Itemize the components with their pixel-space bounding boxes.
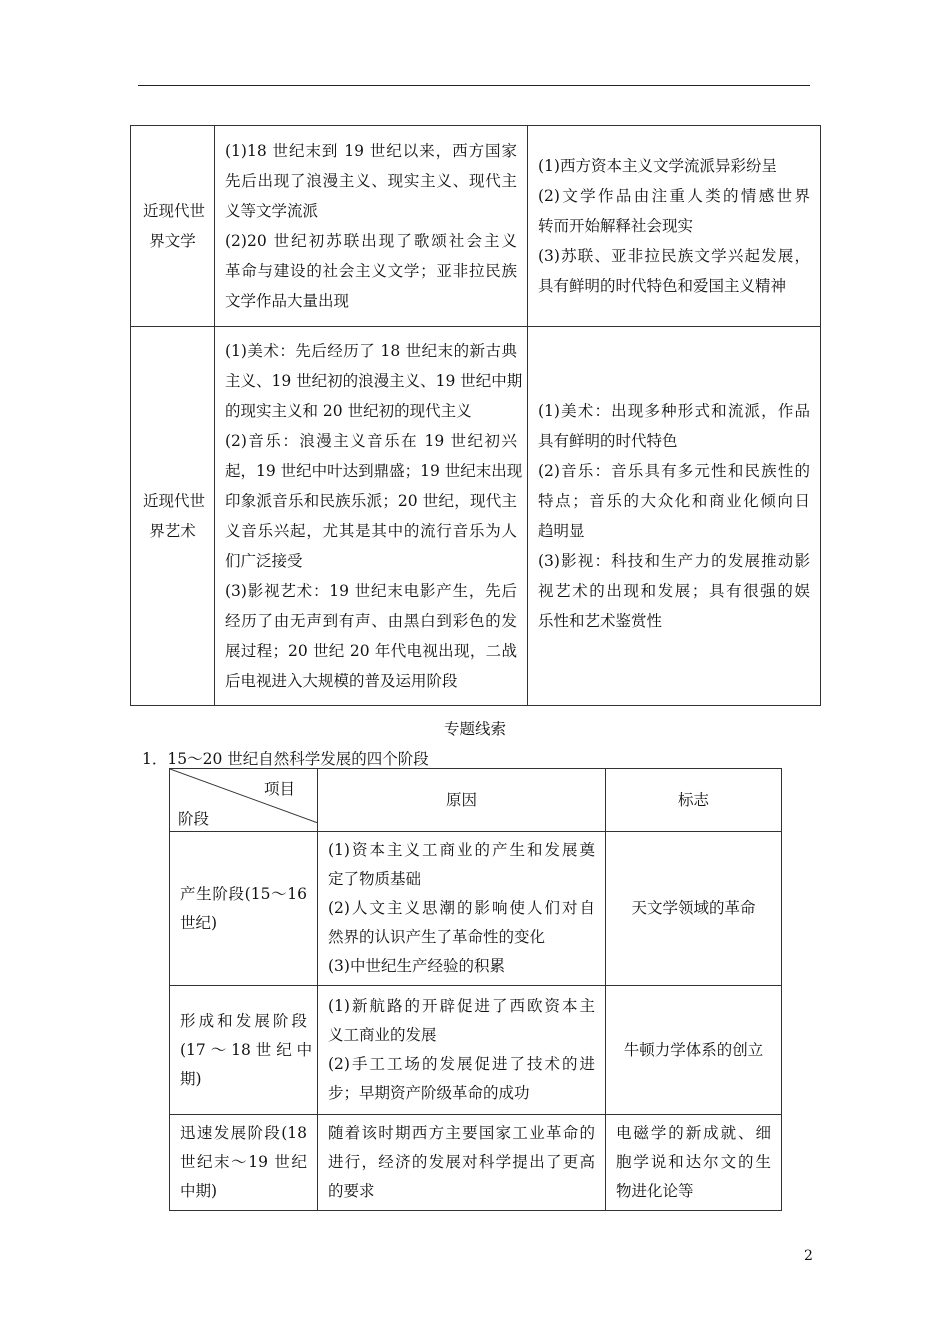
- text-line: 视艺术的出现和发展；具有很强的娱: [538, 582, 810, 600]
- text-line: (2)音乐：浪漫主义音乐在 19 世纪初兴: [225, 432, 517, 450]
- text-line: 具有鲜明的时代特色和爱国主义精神: [538, 277, 787, 295]
- table-row-literature: [131, 126, 821, 327]
- diagonal-header-cell: [170, 769, 318, 832]
- text-line: (2)20 世纪初苏联出现了歌颂社会主义: [225, 232, 517, 250]
- text-line: 物进化论等: [616, 1182, 694, 1200]
- stage-cause: [318, 986, 606, 1115]
- text-line: 期): [180, 1069, 202, 1088]
- text-line: 进行，经济的发展对科学提出了更高: [328, 1153, 595, 1171]
- stage-cause: [318, 1115, 606, 1211]
- stage-sign: [606, 1115, 782, 1211]
- art-content: [215, 327, 528, 706]
- stage-name: [170, 1115, 318, 1211]
- text-line: (2)手工工场的发展促进了技术的进: [328, 1055, 595, 1073]
- text-line: (1)美术：出现多种形式和流派，作品: [538, 402, 810, 420]
- stage-cause: [318, 832, 606, 986]
- literature-features: [528, 126, 821, 327]
- text-line: 后电视进入大规模的普及运用阶段: [225, 672, 458, 690]
- stage-sign: [606, 832, 782, 986]
- text-line: (1)资本主义工商业的产生和发展奠: [328, 841, 595, 859]
- header-item: 项目: [263, 780, 295, 798]
- text-line: 印象派音乐和民族乐派；20 世纪，现代主: [225, 492, 517, 510]
- header-sign: 标志: [606, 769, 782, 832]
- text-line: 特点；音乐的大众化和商业化倾向日: [538, 492, 810, 510]
- text-line: 形成和发展阶段: [180, 1011, 307, 1030]
- text-line: 界艺术: [149, 522, 196, 540]
- stage-name: [170, 986, 318, 1115]
- header-rule: [138, 85, 810, 86]
- text-line: 世纪): [180, 913, 218, 932]
- text-line: 乐性和艺术鉴赏性: [538, 612, 663, 630]
- text-line: 中期): [180, 1182, 218, 1200]
- text-line: (3)中世纪生产经验的积累: [328, 957, 505, 975]
- text-line: (3)影视：科技和生产力的发展推动影: [538, 552, 810, 570]
- text-line: (3)苏联、亚非拉民族文学兴起发展，: [538, 247, 810, 265]
- text-line: 义等文学流派: [225, 202, 319, 220]
- text-line: 随着该时期西方主要国家工业革命的: [328, 1124, 595, 1142]
- text-line: 的要求: [328, 1182, 375, 1200]
- text-line: 近现代世: [143, 202, 206, 220]
- row-label-literature: [131, 126, 215, 327]
- text-line: 世纪末～19 世纪: [180, 1153, 307, 1171]
- row-label-art: [131, 327, 215, 706]
- text-line: 天文学领域的革命: [631, 899, 756, 917]
- table-header-row: [170, 769, 782, 832]
- text-line: (1)美术：先后经历了 18 世纪末的新古典: [225, 342, 517, 360]
- text-line: (1)西方资本主义文学流派异彩纷呈: [538, 157, 777, 175]
- science-stages-table: [169, 768, 782, 1211]
- table-row-stage-2: [170, 986, 782, 1115]
- text-line: (3)影视艺术：19 世纪末电影产生，先后: [225, 582, 517, 600]
- stage-name: [170, 832, 318, 986]
- text-line: 迅速发展阶段(18: [180, 1124, 307, 1142]
- text-line: 们广泛接受: [225, 552, 303, 570]
- text-line: 经历了由无声到有声、由黑白到彩色的发: [225, 612, 517, 630]
- text-line: 近现代世: [143, 492, 206, 510]
- page-number: 2: [804, 1248, 813, 1264]
- text-line: 趋明显: [538, 522, 585, 540]
- text-line: (1)18 世纪末到 19 世纪以来，西方国家: [225, 142, 517, 160]
- text-line: 具有鲜明的时代特色: [538, 432, 678, 450]
- text-line: (2)文学作品由注重人类的情感世界: [538, 187, 810, 205]
- table-row-stage-3: [170, 1115, 782, 1211]
- text-line: 主义、19 世纪初的浪漫主义、19 世纪中期: [225, 372, 523, 390]
- text-line: 牛顿力学体系的创立: [623, 1040, 764, 1059]
- text-line: 起，19 世纪中叶达到鼎盛；19 世纪末出现: [225, 462, 523, 480]
- stage-sign: [606, 986, 782, 1115]
- text-line: 义工商业的发展: [328, 1026, 437, 1044]
- text-line: (2)人文主义思潮的影响使人们对自: [328, 899, 595, 917]
- table-row-stage-1: [170, 832, 782, 986]
- text-line: 胞学说和达尔文的生: [616, 1153, 771, 1171]
- text-line: 先后出现了浪漫主义、现实主义、现代主: [225, 172, 517, 190]
- table-row-art: [131, 327, 821, 706]
- header-stage: 阶段: [178, 810, 210, 828]
- text-line: 定了物质基础: [328, 870, 422, 888]
- list-title: 1．15～20 世纪自然科学发展的四个阶段: [142, 750, 429, 768]
- text-line: 电磁学的新成就、细: [616, 1124, 771, 1142]
- text-line: 转而开始解释社会现实: [538, 217, 694, 235]
- header-cause: 原因: [318, 769, 606, 832]
- text-line: 然界的认识产生了革命性的变化: [328, 928, 546, 946]
- text-line: 革命与建设的社会主义文学；亚非拉民族: [225, 262, 517, 280]
- literature-art-table: [130, 125, 821, 706]
- text-line: 义音乐兴起，尤其是其中的流行音乐为人: [225, 522, 517, 540]
- text-line: (17 ～ 18 世 纪 中: [180, 1040, 313, 1059]
- art-features: [528, 327, 821, 706]
- text-line: 的现实主义和 20 世纪初的现代主义: [225, 402, 472, 420]
- text-line: (1)新航路的开辟促进了西欧资本主: [328, 997, 595, 1015]
- literature-content: [215, 126, 528, 327]
- text-line: 产生阶段(15～16: [180, 884, 307, 903]
- text-line: 文学作品大量出现: [225, 292, 350, 310]
- text-line: 展过程；20 世纪 20 年代电视出现，二战: [225, 642, 517, 660]
- section-title: 专题线索: [443, 720, 506, 738]
- text-line: 界文学: [149, 232, 196, 250]
- text-line: (2)音乐：音乐具有多元性和民族性的: [538, 462, 810, 480]
- text-line: 步；早期资产阶级革命的成功: [328, 1084, 530, 1102]
